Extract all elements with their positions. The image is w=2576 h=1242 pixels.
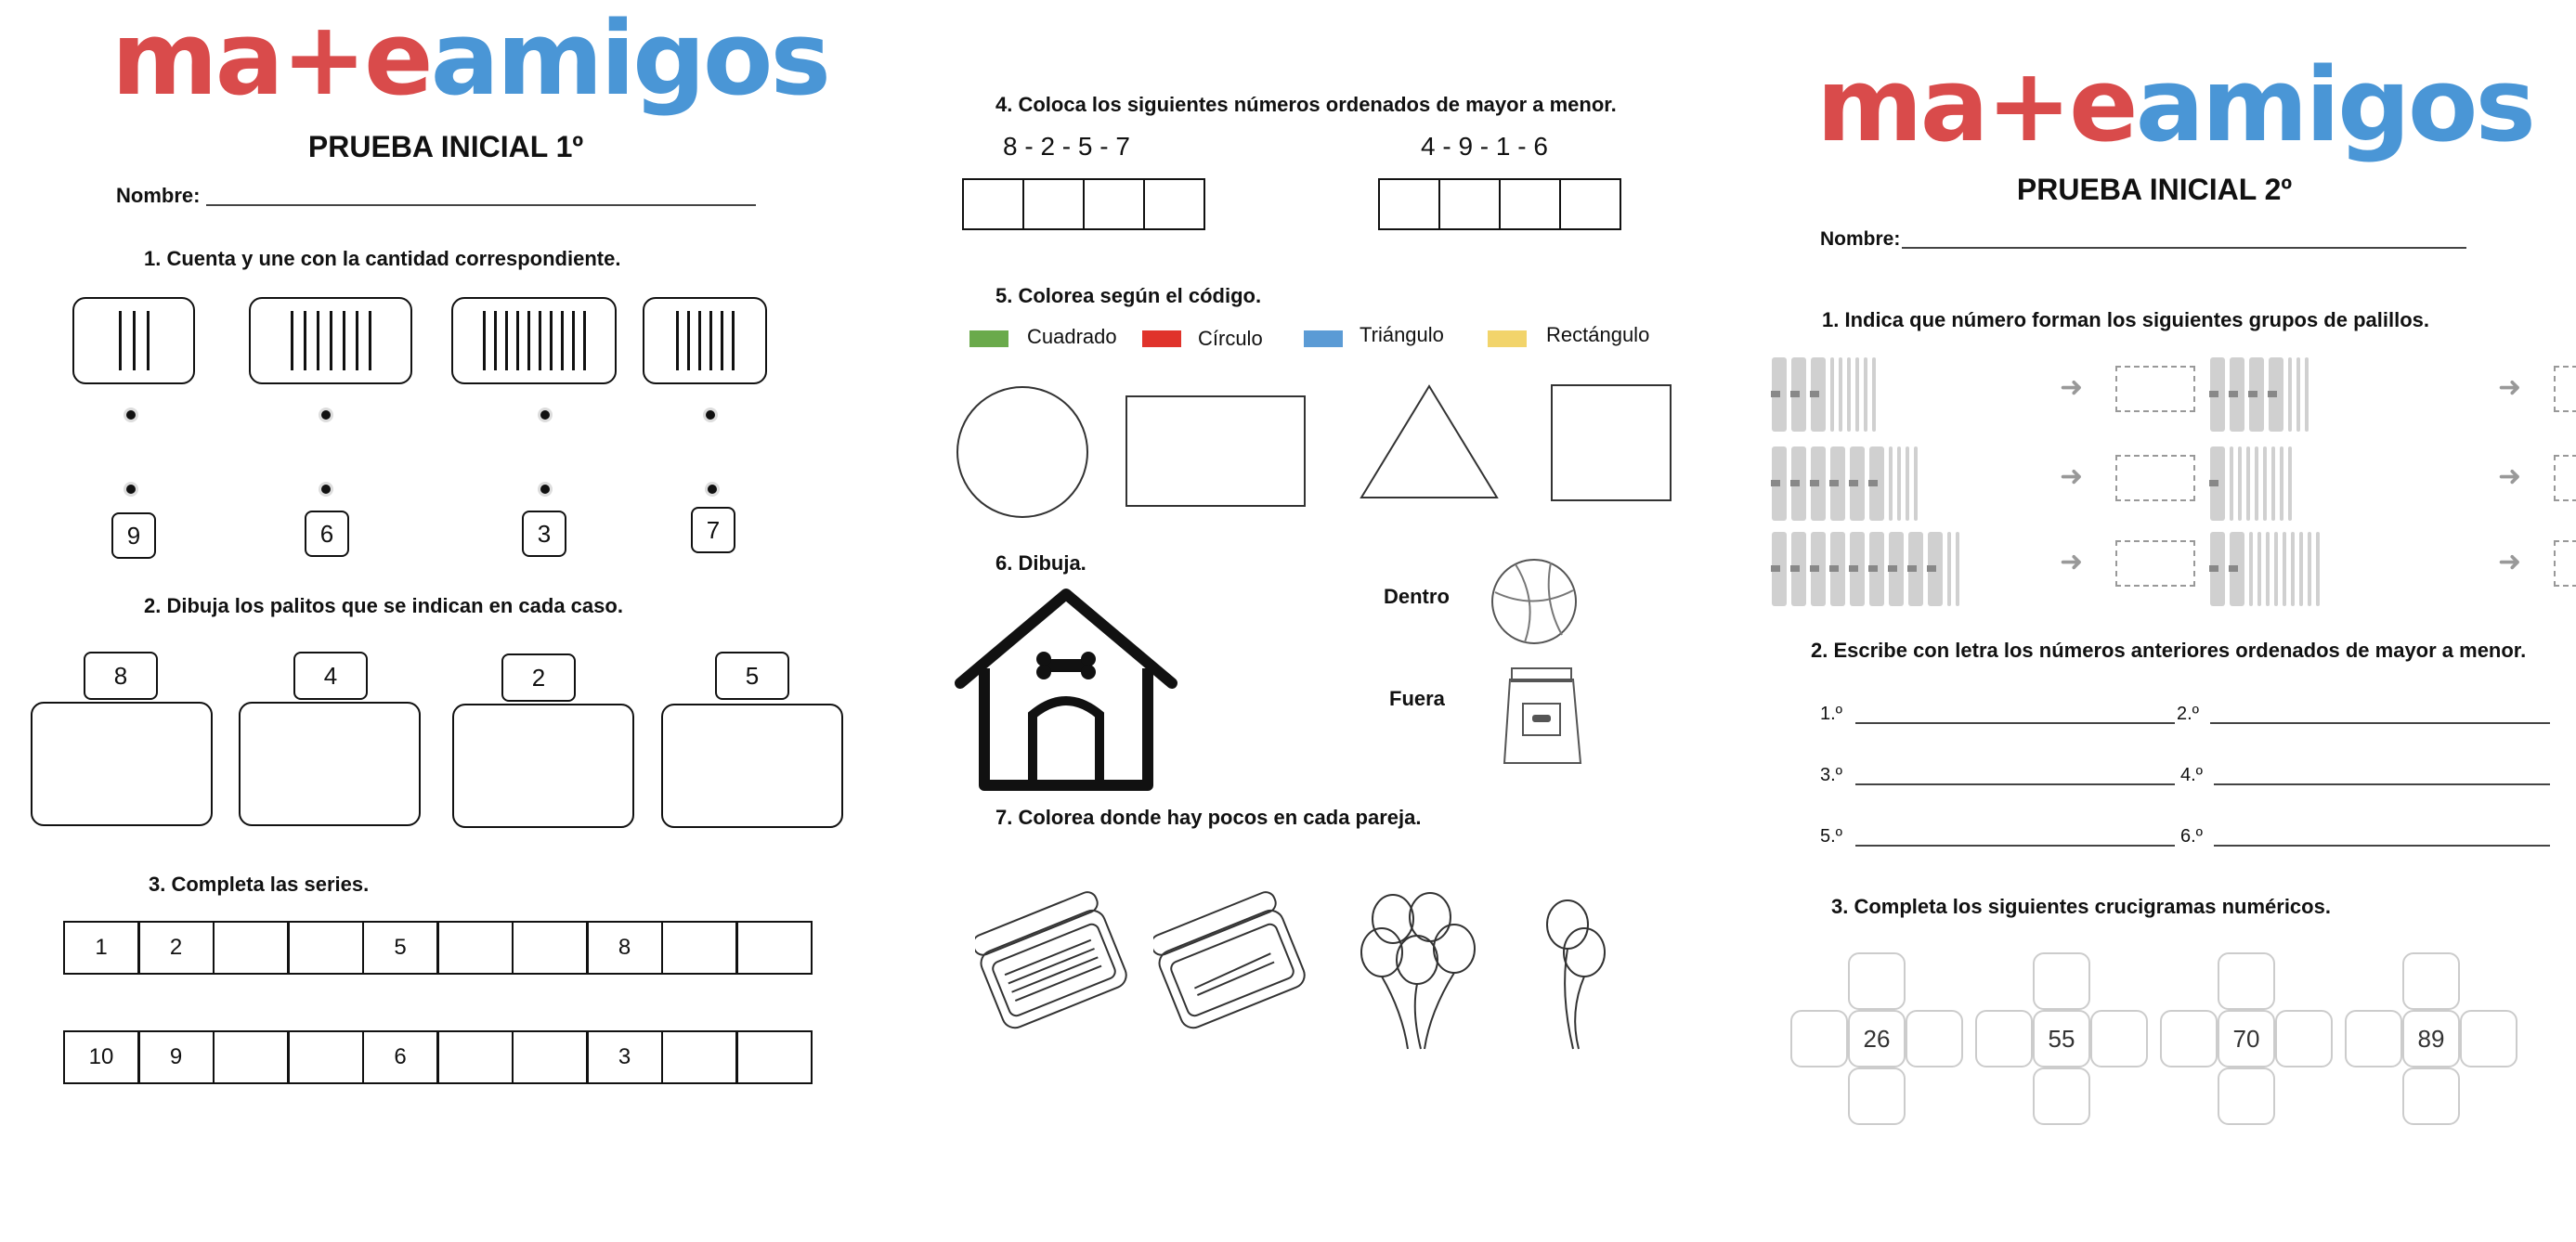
match-dot[interactable] (126, 485, 136, 494)
stick-bundle-icon (1772, 353, 1876, 436)
series-cell[interactable] (437, 1030, 514, 1084)
match-dot[interactable] (321, 410, 331, 420)
draw-box-1[interactable] (31, 702, 213, 826)
mateamigos-logo: ma+eamigos (111, 0, 828, 118)
crossword-cell[interactable] (2218, 952, 2275, 1010)
match-dot[interactable] (540, 485, 550, 494)
crossword-cell[interactable] (1848, 1067, 1906, 1125)
crossword-cell[interactable] (2033, 1067, 2090, 1125)
question-1-text: 1. Indica que número forman los siguientes grupos de palillos. (1822, 308, 2430, 331)
answer-line[interactable] (2214, 845, 2550, 847)
crossword-cell[interactable] (1906, 1010, 1963, 1067)
sticks-box-1 (72, 297, 195, 384)
match-dot[interactable] (708, 485, 717, 494)
number-series-b: 4 - 9 - 1 - 6 (1421, 132, 1548, 161)
crossword-cell[interactable] (2275, 1010, 2333, 1067)
pencil-case-few-icon[interactable] (1153, 891, 1311, 1049)
answer-box[interactable] (2115, 366, 2195, 412)
triangle-shape[interactable] (1358, 382, 1501, 501)
match-dot[interactable] (321, 485, 331, 494)
rectangle-shape[interactable] (1125, 395, 1306, 507)
legend-label-circle: Círculo (1198, 327, 1263, 350)
answer-box[interactable] (2554, 540, 2576, 587)
crossword-cell[interactable] (2460, 1010, 2517, 1067)
match-dot[interactable] (706, 410, 715, 420)
answer-box[interactable] (2554, 455, 2576, 501)
crossword-cell[interactable] (2218, 1067, 2275, 1125)
legend-swatch-rectangle (1488, 330, 1527, 347)
ordinal-label: 5.º (1820, 826, 1842, 847)
series-cell: 2 (138, 921, 215, 975)
answer-line[interactable] (2210, 722, 2550, 724)
sticks-box-4 (643, 297, 767, 384)
stick-bundle-icon (1772, 527, 1959, 611)
draw-number: 5 (715, 652, 789, 700)
crossword-cell[interactable] (2033, 952, 2090, 1010)
question-3-text: 3. Completa los siguientes crucigramas numéricos. (1831, 895, 2331, 918)
series-cell[interactable] (288, 921, 364, 975)
worksheet-second-grade (1746, 0, 2576, 1242)
answer-line[interactable] (1855, 845, 2175, 847)
series-cell[interactable] (288, 1030, 364, 1084)
series-cell: 6 (362, 1030, 438, 1084)
series-cell[interactable] (736, 921, 813, 975)
legend-swatch-square (969, 330, 1008, 347)
answer-box[interactable] (2554, 366, 2576, 412)
square-shape[interactable] (1551, 384, 1672, 501)
series-cell: 1 (63, 921, 139, 975)
crossword-center-number: 55 (2033, 1010, 2090, 1067)
outside-label: Fuera (1389, 687, 1445, 710)
balloons-few-icon[interactable] (1532, 891, 1625, 1058)
circle-shape[interactable] (956, 386, 1088, 518)
sticks-box-2 (249, 297, 412, 384)
question-3-text: 3. Completa las series. (149, 873, 370, 896)
sticks-box-3 (451, 297, 617, 384)
crossword-cell[interactable] (2402, 952, 2460, 1010)
ordinal-label: 2.º (2177, 704, 2199, 724)
draw-box-3[interactable] (452, 704, 634, 828)
name-label: Nombre: (1820, 228, 1901, 250)
series-cell[interactable] (661, 921, 737, 975)
series-cell: 10 (63, 1030, 139, 1084)
dog-food-bag-icon (1495, 661, 1588, 769)
order-box[interactable] (1083, 178, 1145, 230)
question-2-text: 2. Escribe con letra los números anteriores ordenados de mayor a menor. (1811, 639, 2527, 662)
question-7-text: 7. Colorea donde hay pocos en cada pareja. (995, 806, 1422, 829)
order-box[interactable] (1022, 178, 1085, 230)
name-line[interactable] (1902, 247, 2466, 249)
draw-number: 8 (84, 652, 158, 700)
page-title: PRUEBA INICIAL 2º (2016, 173, 2293, 206)
answer-box[interactable] (2115, 540, 2195, 587)
question-2-text: 2. Dibuja los palitos que se indican en cada caso. (144, 594, 623, 617)
legend-swatch-circle (1142, 330, 1181, 347)
series-cell[interactable] (661, 1030, 737, 1084)
series-cell[interactable] (512, 921, 588, 975)
legend-label-square: Cuadrado (1027, 325, 1117, 348)
match-dot[interactable] (126, 410, 136, 420)
order-box[interactable] (1438, 178, 1501, 230)
answer-box[interactable] (2115, 455, 2195, 501)
series-cell[interactable] (736, 1030, 813, 1084)
series-cell: 5 (362, 921, 438, 975)
question-4-text: 4. Coloca los siguientes números ordenados de mayor a menor. (995, 93, 1617, 116)
arrow-right-icon: ➜ (2498, 461, 2522, 492)
order-box[interactable] (962, 178, 1024, 230)
legend-swatch-triangle (1304, 330, 1343, 347)
draw-box-4[interactable] (661, 704, 843, 828)
series-cell[interactable] (437, 921, 514, 975)
series-cell: 3 (587, 1030, 663, 1084)
crossword-cell[interactable] (1848, 952, 1906, 1010)
arrow-right-icon: ➜ (2060, 547, 2084, 577)
stick-bundle-icon (2210, 527, 2320, 611)
crossword-cell[interactable] (2402, 1067, 2460, 1125)
ordinal-label: 4.º (2180, 765, 2203, 785)
order-box[interactable] (1143, 178, 1205, 230)
series-cell[interactable] (213, 921, 289, 975)
stick-bundle-icon (2210, 353, 2309, 436)
arrow-right-icon: ➜ (2060, 461, 2084, 492)
number-series-a: 8 - 2 - 5 - 7 (1003, 132, 1130, 161)
crossword-center-number: 89 (2402, 1010, 2460, 1067)
quantity-number: 6 (305, 511, 349, 557)
name-line[interactable] (206, 204, 756, 206)
mateamigos-logo: ma+eamigos (1816, 45, 2533, 164)
doghouse-icon (953, 585, 1179, 793)
draw-box-2[interactable] (239, 702, 421, 826)
arrow-right-icon: ➜ (2060, 372, 2084, 403)
quantity-number: 9 (111, 512, 156, 559)
crossword-cell[interactable] (2160, 1010, 2218, 1067)
series-cell: 9 (138, 1030, 215, 1084)
worksheet-first-grade-page-2 (919, 0, 1718, 1242)
ordinal-label: 3.º (1820, 765, 1842, 785)
question-1-text: 1. Cuenta y une con la cantidad correspondiente. (144, 247, 621, 270)
inside-label: Dentro (1384, 585, 1450, 608)
match-dot[interactable] (540, 410, 550, 420)
order-box[interactable] (1499, 178, 1561, 230)
series-cell: 8 (587, 921, 663, 975)
crossword-cell[interactable] (1790, 1010, 1848, 1067)
legend-label-rectangle: Rectángulo (1546, 323, 1650, 346)
draw-number: 4 (293, 652, 368, 700)
stick-bundle-icon (2210, 442, 2292, 525)
question-5-text: 5. Colorea según el código. (995, 284, 1262, 307)
answer-line[interactable] (1855, 783, 2175, 785)
order-box[interactable] (1378, 178, 1440, 230)
series-cell[interactable] (512, 1030, 588, 1084)
ball-icon (1488, 555, 1581, 648)
series-cell[interactable] (213, 1030, 289, 1084)
order-box[interactable] (1559, 178, 1621, 230)
ordinal-label: 1.º (1820, 704, 1842, 724)
worksheet-first-grade (0, 0, 891, 1242)
crossword-cell[interactable] (1975, 1010, 2033, 1067)
name-label: Nombre: (116, 184, 201, 207)
stick-bundle-icon (1772, 442, 1918, 525)
crossword-cell[interactable] (2090, 1010, 2148, 1067)
pencil-case-full-icon[interactable] (975, 891, 1133, 1049)
quantity-number: 3 (522, 511, 566, 557)
crossword-cell[interactable] (2345, 1010, 2402, 1067)
ordinal-label: 6.º (2180, 826, 2203, 847)
arrow-right-icon: ➜ (2498, 372, 2522, 403)
answer-line[interactable] (2214, 783, 2550, 785)
draw-number: 2 (501, 653, 576, 702)
balloons-many-icon[interactable] (1356, 891, 1495, 1058)
crossword-center-number: 70 (2218, 1010, 2275, 1067)
answer-line[interactable] (1855, 722, 2175, 724)
quantity-number: 7 (691, 507, 735, 553)
crossword-center-number: 26 (1848, 1010, 1906, 1067)
arrow-right-icon: ➜ (2498, 547, 2522, 577)
legend-label-triangle: Triángulo (1360, 323, 1444, 346)
question-6-text: 6. Dibuja. (995, 551, 1086, 575)
page-title: PRUEBA INICIAL 1º (307, 130, 584, 163)
